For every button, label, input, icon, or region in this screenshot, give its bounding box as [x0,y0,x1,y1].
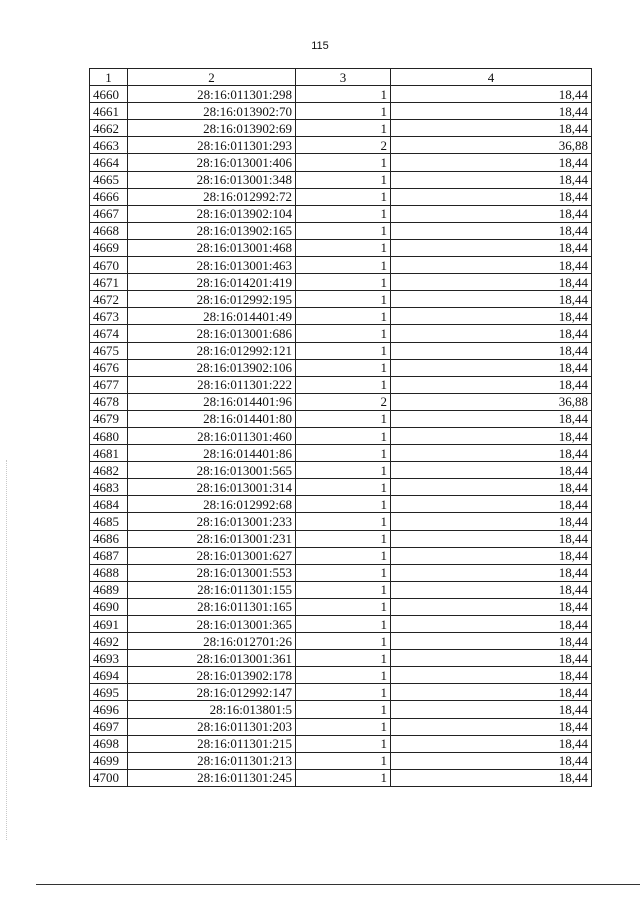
count-cell: 1 [296,735,391,752]
row-number-cell: 4698 [90,735,128,752]
cadastral-number-cell: 28:16:013001:314 [128,479,296,496]
count-cell: 1 [296,667,391,684]
value-cell: 18,44 [391,445,592,462]
table-header [90,69,592,86]
table-row [90,205,592,222]
count-cell: 1 [296,120,391,137]
table-row [90,325,592,342]
table-row [90,274,592,291]
row-number-cell: 4686 [90,530,128,547]
column-header-3: 3 [296,69,391,86]
value-cell: 18,44 [391,171,592,188]
value-cell: 18,44 [391,325,592,342]
row-number-cell: 4660 [90,86,128,103]
data-table [89,68,592,787]
value-cell: 18,44 [391,769,592,786]
value-cell: 18,44 [391,239,592,256]
row-number-cell: 4689 [90,581,128,598]
value-cell: 18,44 [391,650,592,667]
count-cell: 2 [296,137,391,154]
value-cell: 18,44 [391,479,592,496]
row-number-cell: 4671 [90,274,128,291]
table-row [90,462,592,479]
row-number-cell: 4690 [90,598,128,615]
row-number-cell: 4664 [90,154,128,171]
table-row [90,120,592,137]
table-row [90,735,592,752]
count-cell: 1 [296,701,391,718]
table-row [90,103,592,120]
cadastral-number-cell: 28:16:011301:215 [128,735,296,752]
row-number-cell: 4672 [90,291,128,308]
count-cell: 1 [296,598,391,615]
cadastral-number-cell: 28:16:013902:106 [128,359,296,376]
table-row [90,684,592,701]
row-number-cell: 4662 [90,120,128,137]
value-cell: 18,44 [391,701,592,718]
cadastral-number-cell: 28:16:013001:365 [128,616,296,633]
count-cell: 1 [296,376,391,393]
cadastral-number-cell: 28:16:011301:245 [128,769,296,786]
count-cell: 1 [296,479,391,496]
table-row [90,701,592,718]
row-number-cell: 4674 [90,325,128,342]
count-cell: 1 [296,257,391,274]
cadastral-number-cell: 28:16:013001:231 [128,530,296,547]
count-cell: 1 [296,718,391,735]
cadastral-number-cell: 28:16:013001:361 [128,650,296,667]
cadastral-number-cell: 28:16:014401:49 [128,308,296,325]
value-cell: 18,44 [391,718,592,735]
value-cell: 18,44 [391,257,592,274]
table-row [90,718,592,735]
cadastral-number-cell: 28:16:011301:298 [128,86,296,103]
value-cell: 18,44 [391,410,592,427]
count-cell: 1 [296,342,391,359]
cadastral-number-cell: 28:16:011301:165 [128,598,296,615]
table-row [90,86,592,103]
table-row [90,308,592,325]
value-cell: 18,44 [391,581,592,598]
cadastral-number-cell: 28:16:013001:233 [128,513,296,530]
row-number-cell: 4695 [90,684,128,701]
cadastral-number-cell: 28:16:011301:155 [128,581,296,598]
row-number-cell: 4693 [90,650,128,667]
value-cell: 18,44 [391,86,592,103]
row-number-cell: 4670 [90,257,128,274]
row-number-cell: 4685 [90,513,128,530]
value-cell: 18,44 [391,462,592,479]
count-cell: 1 [296,171,391,188]
value-cell: 18,44 [391,103,592,120]
bottom-rule [36,884,640,885]
value-cell: 18,44 [391,616,592,633]
value-cell: 18,44 [391,752,592,769]
cadastral-number-cell: 28:16:012992:121 [128,342,296,359]
row-number-cell: 4688 [90,564,128,581]
count-cell: 1 [296,308,391,325]
cadastral-number-cell: 28:16:011301:293 [128,137,296,154]
cadastral-number-cell: 28:16:014401:86 [128,445,296,462]
row-number-cell: 4676 [90,359,128,376]
cadastral-number-cell: 28:16:014401:80 [128,410,296,427]
table-row [90,445,592,462]
table-row [90,137,592,154]
count-cell: 1 [296,530,391,547]
count-cell: 1 [296,86,391,103]
row-number-cell: 4666 [90,188,128,205]
count-cell: 1 [296,445,391,462]
table-row [90,257,592,274]
value-cell: 18,44 [391,308,592,325]
table-row [90,667,592,684]
value-cell: 18,44 [391,547,592,564]
row-number-cell: 4691 [90,616,128,633]
value-cell: 18,44 [391,633,592,650]
value-cell: 18,44 [391,342,592,359]
table-row [90,393,592,410]
count-cell: 1 [296,513,391,530]
table-row [90,564,592,581]
cadastral-number-cell: 28:16:013001:553 [128,564,296,581]
header-row [90,69,592,86]
table-row [90,154,592,171]
value-cell: 18,44 [391,598,592,615]
value-cell: 36,88 [391,393,592,410]
cadastral-number-cell: 28:16:011301:203 [128,718,296,735]
cadastral-number-cell: 28:16:012992:195 [128,291,296,308]
count-cell: 1 [296,359,391,376]
cadastral-number-cell: 28:16:011301:213 [128,752,296,769]
table-row [90,513,592,530]
value-cell: 18,44 [391,513,592,530]
value-cell: 18,44 [391,530,592,547]
value-cell: 18,44 [391,684,592,701]
cadastral-number-cell: 28:16:013001:627 [128,547,296,564]
cadastral-number-cell: 28:16:014201:419 [128,274,296,291]
cadastral-number-cell: 28:16:013001:565 [128,462,296,479]
count-cell: 1 [296,410,391,427]
value-cell: 36,88 [391,137,592,154]
count-cell: 1 [296,205,391,222]
row-number-cell: 4699 [90,752,128,769]
cadastral-number-cell: 28:16:013001:463 [128,257,296,274]
cadastral-number-cell: 28:16:013902:104 [128,205,296,222]
page-number: 115 [311,40,329,52]
row-number-cell: 4696 [90,701,128,718]
column-header-1: 1 [90,69,128,86]
table-row [90,530,592,547]
count-cell: 1 [296,325,391,342]
row-number-cell: 4694 [90,667,128,684]
cadastral-number-cell: 28:16:013902:165 [128,222,296,239]
count-cell: 1 [296,752,391,769]
count-cell: 1 [296,769,391,786]
value-cell: 18,44 [391,188,592,205]
scan-artifact [6,460,9,840]
cadastral-number-cell: 28:16:013001:406 [128,154,296,171]
value-cell: 18,44 [391,735,592,752]
count-cell: 1 [296,496,391,513]
count-cell: 2 [296,393,391,410]
row-number-cell: 4680 [90,427,128,444]
count-cell: 1 [296,581,391,598]
value-cell: 18,44 [391,564,592,581]
cadastral-number-cell: 28:16:012992:147 [128,684,296,701]
cadastral-number-cell: 28:16:013902:69 [128,120,296,137]
row-number-cell: 4675 [90,342,128,359]
table-row [90,633,592,650]
table-row [90,171,592,188]
count-cell: 1 [296,684,391,701]
value-cell: 18,44 [391,427,592,444]
count-cell: 1 [296,633,391,650]
table-row [90,239,592,256]
value-cell: 18,44 [391,205,592,222]
cadastral-number-cell: 28:16:014401:96 [128,393,296,410]
row-number-cell: 4677 [90,376,128,393]
cadastral-number-cell: 28:16:013902:178 [128,667,296,684]
cadastral-number-cell: 28:16:013902:70 [128,103,296,120]
count-cell: 1 [296,222,391,239]
table-row [90,581,592,598]
cadastral-number-cell: 28:16:011301:222 [128,376,296,393]
table-row [90,188,592,205]
row-number-cell: 4682 [90,462,128,479]
value-cell: 18,44 [391,291,592,308]
count-cell: 1 [296,427,391,444]
cadastral-number-cell: 28:16:013001:468 [128,239,296,256]
table-row [90,359,592,376]
table-row [90,496,592,513]
column-header-2: 2 [128,69,296,86]
table-row [90,222,592,239]
table-row [90,342,592,359]
value-cell: 18,44 [391,274,592,291]
count-cell: 1 [296,616,391,633]
count-cell: 1 [296,564,391,581]
row-number-cell: 4669 [90,239,128,256]
column-header-4: 4 [391,69,592,86]
row-number-cell: 4665 [90,171,128,188]
row-number-cell: 4673 [90,308,128,325]
table-row [90,650,592,667]
count-cell: 1 [296,239,391,256]
value-cell: 18,44 [391,667,592,684]
row-number-cell: 4697 [90,718,128,735]
count-cell: 1 [296,103,391,120]
count-cell: 1 [296,462,391,479]
cadastral-number-cell: 28:16:011301:460 [128,427,296,444]
count-cell: 1 [296,188,391,205]
table-row [90,547,592,564]
row-number-cell: 4683 [90,479,128,496]
table-row [90,410,592,427]
table-row [90,427,592,444]
count-cell: 1 [296,650,391,667]
table-row [90,479,592,496]
table-row [90,598,592,615]
table-row [90,616,592,633]
row-number-cell: 4687 [90,547,128,564]
cadastral-number-cell: 28:16:013801:5 [128,701,296,718]
table-body [90,86,592,787]
table-row [90,376,592,393]
cadastral-number-cell: 28:16:012992:68 [128,496,296,513]
cadastral-number-cell: 28:16:012992:72 [128,188,296,205]
count-cell: 1 [296,547,391,564]
table-row [90,291,592,308]
table-row [90,752,592,769]
count-cell: 1 [296,291,391,308]
row-number-cell: 4663 [90,137,128,154]
row-number-cell: 4692 [90,633,128,650]
row-number-cell: 4679 [90,410,128,427]
value-cell: 18,44 [391,120,592,137]
count-cell: 1 [296,154,391,171]
row-number-cell: 4700 [90,769,128,786]
row-number-cell: 4678 [90,393,128,410]
value-cell: 18,44 [391,154,592,171]
row-number-cell: 4668 [90,222,128,239]
value-cell: 18,44 [391,222,592,239]
value-cell: 18,44 [391,496,592,513]
row-number-cell: 4667 [90,205,128,222]
row-number-cell: 4681 [90,445,128,462]
row-number-cell: 4684 [90,496,128,513]
cadastral-number-cell: 28:16:013001:686 [128,325,296,342]
value-cell: 18,44 [391,359,592,376]
value-cell: 18,44 [391,376,592,393]
table-row [90,769,592,786]
cadastral-number-cell: 28:16:012701:26 [128,633,296,650]
row-number-cell: 4661 [90,103,128,120]
count-cell: 1 [296,274,391,291]
cadastral-number-cell: 28:16:013001:348 [128,171,296,188]
